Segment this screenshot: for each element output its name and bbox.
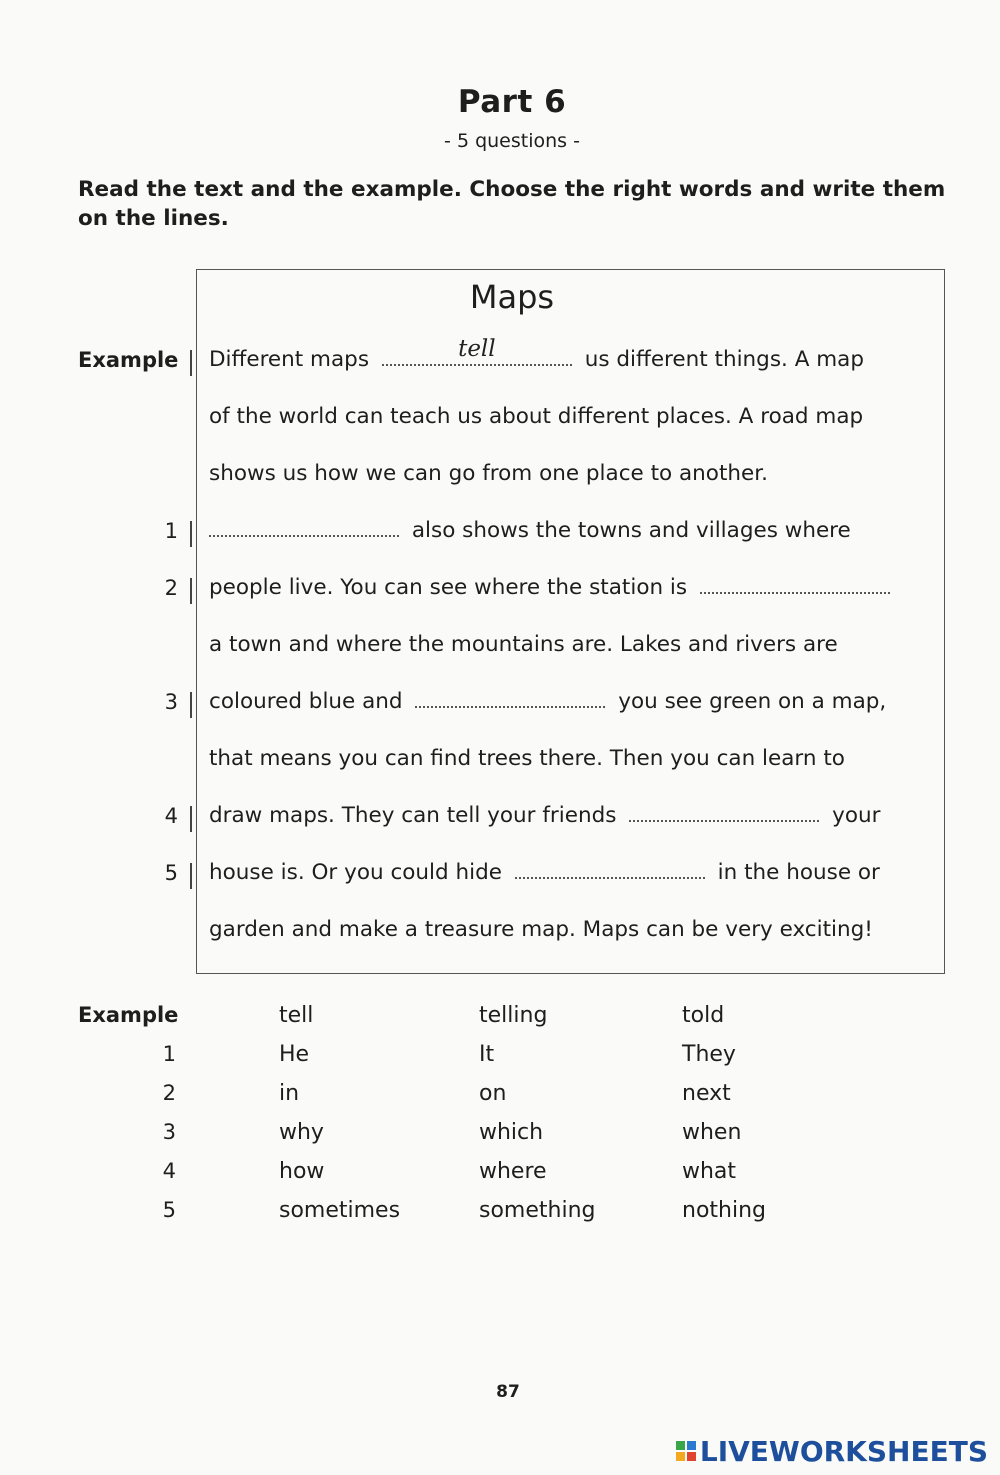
liveworksheets-logo-icon xyxy=(676,1441,696,1461)
example-answer: tell xyxy=(458,336,496,362)
option-choice: when xyxy=(682,1120,742,1145)
story-text: you see green on a map, xyxy=(618,689,887,714)
option-choice: something xyxy=(479,1198,596,1223)
story-line-label: 4 xyxy=(164,804,178,828)
story-line xyxy=(209,689,886,714)
answer-blank-example xyxy=(382,336,572,366)
liveworksheets-watermark[interactable] xyxy=(676,1434,988,1468)
option-row-label-example: Example xyxy=(78,1003,179,1027)
story-line xyxy=(209,803,880,828)
option-choice: next xyxy=(682,1081,731,1106)
story-line: that means you can find trees there. Then you can learn to xyxy=(209,746,845,771)
story-line-separator xyxy=(190,863,192,889)
story-line-label: 5 xyxy=(164,861,178,885)
answer-blank-2[interactable] xyxy=(700,576,890,594)
story-text: us different things. A map xyxy=(584,347,865,372)
page-subtitle: - 5 questions - xyxy=(444,130,580,152)
story-line-separator xyxy=(190,806,192,832)
option-row-label: 1 xyxy=(162,1042,176,1066)
option-row-label: 2 xyxy=(162,1081,176,1105)
story-text: also shows the towns and villages where xyxy=(411,518,851,543)
option-choice: telling xyxy=(479,1003,548,1028)
story-line: garden and make a treasure map. Maps can be very exciting! xyxy=(209,917,873,942)
option-choice: sometimes xyxy=(279,1198,401,1223)
story-text: house is. Or you could hide xyxy=(209,860,502,885)
story-line xyxy=(209,575,896,600)
story-line xyxy=(203,518,851,543)
story-line xyxy=(209,860,880,885)
option-choice: nothing xyxy=(682,1198,766,1223)
story-text: draw maps. They can tell your friends xyxy=(209,803,617,828)
story-title: Maps xyxy=(469,278,555,316)
option-choice: where xyxy=(479,1159,547,1184)
option-choice: why xyxy=(279,1120,324,1145)
option-row-label: 5 xyxy=(162,1198,176,1222)
page-title: Part 6 xyxy=(457,84,567,120)
story-line-separator xyxy=(190,350,192,376)
option-choice: in xyxy=(279,1081,300,1106)
story-line-separator xyxy=(190,578,192,604)
option-row-label: 4 xyxy=(162,1159,176,1183)
option-choice: He xyxy=(279,1042,310,1067)
story-line xyxy=(209,336,865,372)
story-text: coloured blue and xyxy=(209,689,403,714)
story-text: people live. You can see where the station is xyxy=(209,575,688,600)
story-line: of the world can teach us about different places. A road map xyxy=(209,404,864,429)
page-number: 87 xyxy=(496,1382,520,1402)
answer-blank-1[interactable] xyxy=(209,519,399,537)
option-choice: They xyxy=(682,1042,736,1067)
story-line-separator xyxy=(190,521,192,547)
answer-blank-3[interactable] xyxy=(415,690,605,708)
story-line: shows us how we can go from one place to another. xyxy=(209,461,768,486)
option-choice: which xyxy=(479,1120,544,1145)
option-row-label: 3 xyxy=(162,1120,176,1144)
option-choice: what xyxy=(682,1159,737,1184)
story-line-label-example: Example xyxy=(78,348,179,372)
story-line-label: 3 xyxy=(164,690,178,714)
option-choice: It xyxy=(479,1042,495,1067)
answer-blank-5[interactable] xyxy=(515,861,705,879)
option-choice: on xyxy=(479,1081,507,1106)
instructions: Read the text and the example. Choose the right words and write them on the lines. xyxy=(78,177,946,231)
answer-blank-4[interactable] xyxy=(629,804,819,822)
story-line-label: 2 xyxy=(164,576,178,600)
watermark-text: LIVEWORKSHEETS xyxy=(699,1434,988,1468)
story-line-label: 1 xyxy=(164,519,178,543)
story-line-separator xyxy=(190,692,192,718)
option-choice: told xyxy=(682,1003,725,1028)
story-text: in the house or xyxy=(717,860,880,885)
story-text: your xyxy=(832,803,881,828)
option-choice: tell xyxy=(279,1003,314,1028)
story-line: a town and where the mountains are. Lakes and rivers are xyxy=(209,632,838,657)
story-text: Different maps xyxy=(209,347,370,372)
option-choice: how xyxy=(279,1159,325,1184)
